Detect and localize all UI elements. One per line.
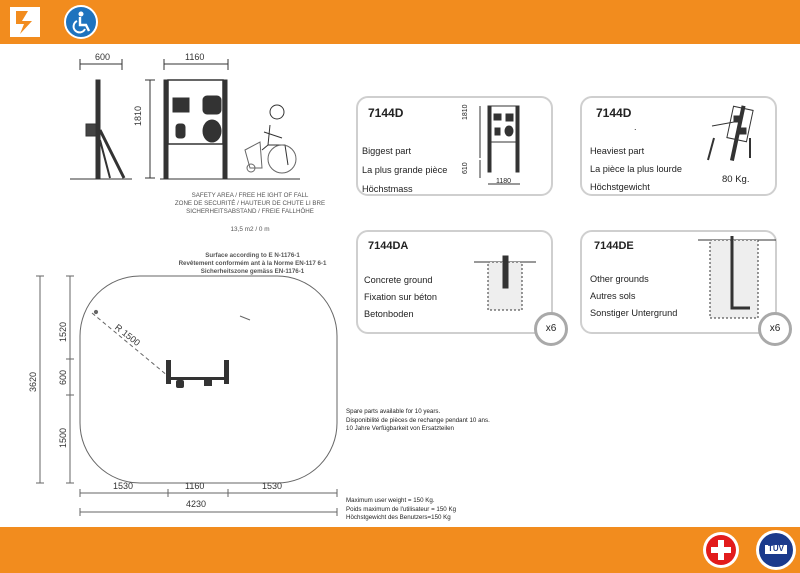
safety-line-de: SICHERHEITSABSTAND / FREIE FALLHÖHE	[186, 208, 314, 215]
plan-dim-v3: 1500	[58, 427, 68, 448]
card-line-fr: Autres sols	[590, 291, 636, 301]
card-line-de: Höchstmass	[362, 184, 413, 194]
plan-radius: R 1500	[112, 322, 143, 348]
max-weight-note	[346, 497, 456, 523]
tuv-label: TÜV	[768, 544, 784, 553]
other-grounds-drawing	[582, 232, 779, 336]
card-dim-base: 610	[462, 162, 469, 174]
plan-dim-h2: 1160	[185, 481, 205, 491]
max-weight-de: Höchstgewicht des Benutzers=150 Kg	[346, 514, 451, 522]
card-code: 7144D	[368, 106, 404, 120]
dim-front-width: 1160	[185, 52, 205, 62]
card-dim-height: 1810	[462, 104, 469, 120]
biggest-part-drawing	[358, 98, 555, 198]
card-line-fr: La plus grande pièce	[362, 165, 448, 175]
concrete-ground-drawing	[358, 232, 555, 336]
tuv-certification-icon	[756, 530, 796, 570]
surface-line-de: Sicherheitszone gemäss EN-1176-1	[200, 268, 305, 275]
card-line-en: Other grounds	[590, 274, 649, 284]
plan-dim-h-total: 4230	[186, 499, 207, 509]
card-code: 7144DA	[368, 240, 409, 252]
plan-dim-v-total: 3620	[28, 371, 38, 392]
dim-side-width: 600	[95, 52, 111, 62]
surface-line-en: Surface according to E N-1176-1	[205, 252, 300, 259]
plan-dim-h1: 1530	[113, 481, 134, 491]
card-weight: 80 Kg.	[722, 174, 750, 185]
plan-dim-v2: 600	[58, 369, 68, 385]
spare-parts-note	[346, 408, 490, 434]
spare-de: 10 Jahre Verfügbarkeit von Ersatzteilen	[346, 425, 454, 433]
spare-en: Spare parts available for 10 years.	[346, 408, 441, 415]
card-dim-width: 1180	[496, 178, 512, 185]
card-line-en: Heaviest part	[590, 146, 645, 156]
card-other-grounds	[580, 230, 781, 334]
card-line-en: Concrete ground	[364, 275, 433, 285]
safety-line-en: SAFETY AREA / FREE HE IGHT OF FALL	[191, 192, 309, 199]
dim-height: 1810	[133, 105, 143, 126]
card-line-en: Biggest part	[362, 146, 412, 156]
card-line-fr: La pièce la plus lourde	[590, 164, 682, 174]
card-line-de: Sonstiger Untergrund	[590, 308, 678, 318]
max-weight-fr: Poids maximum de l'utilisateur = 150 Kg	[346, 505, 457, 513]
plan-dim-v1: 1520	[58, 321, 68, 342]
plan-dim-h3: 1530	[262, 481, 283, 491]
card-code: 7144D	[596, 106, 632, 120]
first-aid-cross-icon	[703, 532, 739, 568]
quantity-badge: x6	[758, 312, 792, 346]
max-weight-en: Maximum user weight = 150 Kg.	[346, 497, 435, 504]
card-heaviest-part	[580, 96, 777, 196]
card-dot: .	[634, 122, 637, 132]
card-line-de: Höchstgewicht	[590, 182, 650, 192]
safety-area: 13,5 m2 / 0 m	[230, 226, 270, 233]
card-line-fr: Fixation sur béton	[364, 292, 438, 302]
safety-line-fr: ZONE DE SECURITÉ / HAUTEUR DE CHUTE LI BRE	[174, 200, 326, 207]
card-code: 7144DE	[594, 240, 634, 252]
card-concrete-ground	[356, 230, 557, 334]
quantity-badge: x6	[534, 312, 568, 346]
footer-band	[0, 527, 800, 573]
card-line-de: Betonboden	[364, 309, 414, 319]
spare-fr: Disponibilité de pièces de rechange pendant 10 ans.	[346, 416, 490, 424]
card-biggest-part	[356, 96, 553, 196]
surface-line-fr: Revêtement conformém ant à la Norme EN-117 6-1	[178, 260, 327, 267]
